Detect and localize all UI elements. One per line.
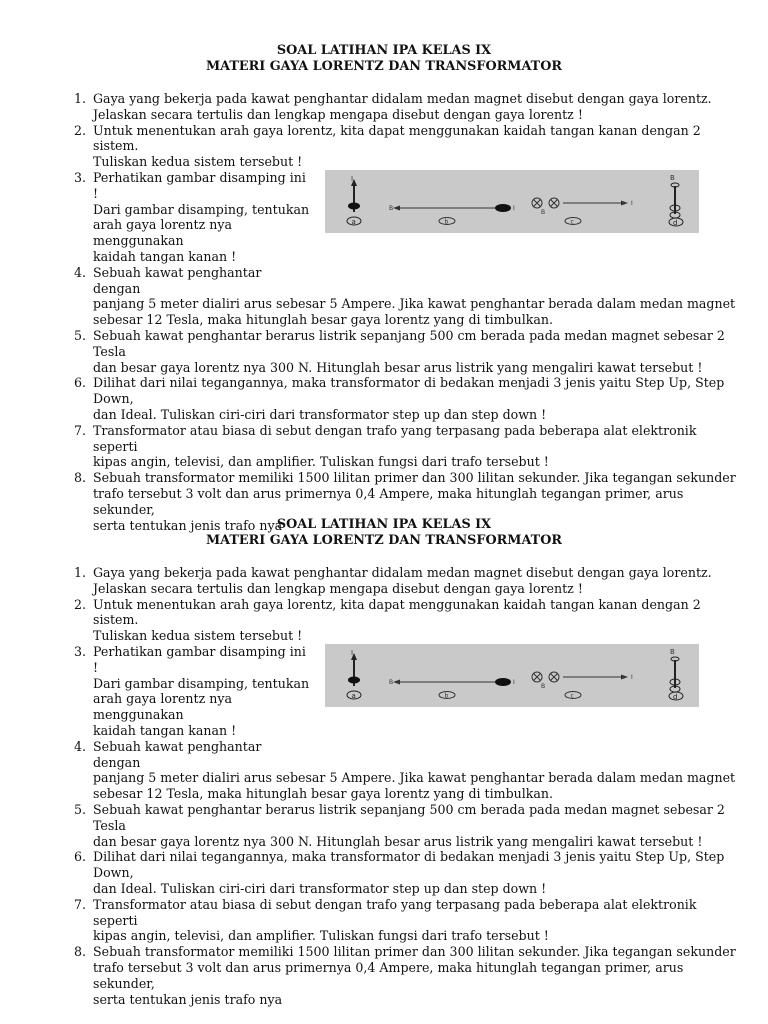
wire-d-field-label: B [670, 173, 675, 182]
question-number: 3. [73, 169, 86, 185]
question-line: Tuliskan kedua sistem tersebut ! [93, 628, 303, 644]
wire-b-current-label: I [513, 678, 515, 686]
question-line: Dilihat dari nilai tegangannya, maka transformator di bedakan menjadi 3 jenis yaitu Step Up, Step Down, [93, 375, 725, 407]
question-line: Sebuah kawat penghantar dengan [93, 738, 262, 770]
question-2 [62, 597, 738, 644]
question-line: Gaya yang bekerja pada kawat penghantar didalam medan magnet disebut dengan gaya lorentz. [93, 565, 712, 580]
question-1 [62, 565, 738, 597]
label-c: c [570, 692, 574, 700]
question-number: 2. [73, 596, 86, 612]
wire-a-base [348, 202, 360, 209]
wire-b-field-label: B [389, 678, 394, 686]
question-line: sebesar 12 Tesla, maka hitunglah besar gaya lorentz yang di timbulkan. [93, 786, 554, 802]
wire-c-current-label: I [631, 199, 633, 207]
label-d: d [673, 692, 678, 701]
question-line: dan Ideal. Tuliskan ciri-ciri dari transformator step up dan step down ! [93, 880, 547, 896]
question-number: 3. [73, 643, 86, 659]
question-line: kaidah tangan kanan ! [93, 722, 237, 738]
question-4 [62, 265, 738, 328]
wire-a-current-label: I [351, 648, 354, 657]
question-8 [62, 944, 738, 1007]
question-line: kipas angin, televisi, dan amplifier. Tuliskan fungsi dari trafo tersebut ! [93, 928, 549, 944]
question-7 [62, 423, 738, 470]
label-b: b [444, 218, 449, 226]
wire-c-arrow [621, 674, 628, 679]
question-line: Sebuah kawat penghantar berarus listrik sepanjang 500 cm berada pada medan magnet sebesar 2 Tesla [93, 327, 725, 359]
worksheet-title: SOAL LATIHAN IPA KELAS IX [276, 43, 492, 58]
wire-b-arrow [393, 205, 400, 210]
worksheet-subtitle: MATERI GAYA LORENTZ DAN TRANSFORMATOR [206, 533, 562, 548]
cross-field-label: B [541, 682, 546, 690]
question-line: sebesar 12 Tesla, maka hitunglah besar gaya lorentz yang di timbulkan. [93, 312, 554, 328]
wire-a-base [348, 676, 360, 683]
worksheet-top [0, 43, 768, 533]
question-line: Dari gambar disamping, tentukan [93, 201, 310, 217]
worksheet-title: SOAL LATIHAN IPA KELAS IX [276, 517, 492, 532]
question-line: Sebuah kawat penghantar dengan [93, 264, 262, 296]
wire-b-conductor [495, 678, 511, 686]
question-line: Sebuah transformator memiliki 1500 lilitan primer dan 300 lilitan sekunder. Jika tegangan sekunder [93, 470, 736, 486]
figure-drawing [325, 644, 699, 707]
question-number: 7. [73, 896, 86, 912]
question-3 [62, 170, 738, 265]
question-number: 8. [73, 470, 86, 486]
label-b: b [444, 692, 449, 700]
question-number: 7. [73, 422, 86, 438]
question-4 [62, 739, 738, 802]
question-3 [62, 644, 738, 739]
question-number: 1. [73, 565, 86, 580]
question-line: Transformator atau biasa di sebut dengan trafo yang terpasang pada beberapa alat elektronik seperti [93, 896, 697, 928]
question-line: Perhatikan gambar disamping ini ! [93, 643, 306, 675]
question-line: arah gaya lorentz nya menggunakan [93, 217, 232, 249]
question-line: dan Ideal. Tuliskan ciri-ciri dari transformator step up dan step down ! [93, 406, 547, 422]
question-line: arah gaya lorentz nya menggunakan [93, 691, 232, 723]
wire-c-current-label: I [631, 673, 633, 681]
question-5 [62, 328, 738, 375]
question-line: Sebuah kawat penghantar berarus listrik sepanjang 500 cm berada pada medan magnet sebesar 2 Tesla [93, 801, 725, 833]
worksheet-bottom [0, 517, 768, 1007]
question-line: panjang 5 meter dialiri arus sebesar 5 Ampere. Jika kawat penghantar berada dalam medan magnet [93, 770, 736, 786]
question-line: Gaya yang bekerja pada kawat penghantar didalam medan magnet disebut dengan gaya lorentz. [93, 91, 712, 106]
question-line: kaidah tangan kanan ! [93, 248, 237, 264]
worksheet-subtitle: MATERI GAYA LORENTZ DAN TRANSFORMATOR [206, 59, 562, 74]
label-d: d [673, 218, 678, 227]
question-line: trafo tersebut 3 volt dan arus primernya 0,4 Ampere, maka hitunglah tegangan primer, arus sekunder, [93, 485, 684, 517]
question-line: Sebuah transformator memiliki 1500 lilitan primer dan 300 lilitan sekunder. Jika tegangan sekunder [93, 944, 736, 960]
question-line: Perhatikan gambar disamping ini ! [93, 169, 306, 201]
question-number: 5. [73, 801, 86, 817]
question-line: Untuk menentukan arah gaya lorentz, kita dapat menggunakan kaidah tangan kanan dengan 2 sistem. [93, 122, 701, 154]
label-c: c [570, 218, 574, 226]
question-list [62, 91, 738, 533]
question-1 [62, 91, 738, 123]
question-line: dan besar gaya lorentz nya 300 N. Hitunglah besar arus listrik yang mengaliri kawat tersebut ! [93, 359, 703, 375]
wire-d-field-label: B [670, 647, 675, 656]
question-list [62, 565, 738, 1007]
question-6 [62, 375, 738, 422]
question-2 [62, 123, 738, 170]
question-line: Tuliskan kedua sistem tersebut ! [93, 154, 303, 170]
question-line: Transformator atau biasa di sebut dengan trafo yang terpasang pada beberapa alat elektronik seperti [93, 422, 697, 454]
lorentz-force-figure [325, 644, 699, 707]
lorentz-force-figure [325, 170, 699, 233]
question-line: kipas angin, televisi, dan amplifier. Tuliskan fungsi dari trafo tersebut ! [93, 454, 549, 470]
wire-c-arrow [621, 200, 628, 205]
question-line: Dilihat dari nilai tegangannya, maka transformator di bedakan menjadi 3 jenis yaitu Step Up, Step Down, [93, 849, 725, 881]
question-number: 4. [73, 738, 86, 754]
figure-drawing [325, 170, 699, 233]
question-line: Untuk menentukan arah gaya lorentz, kita dapat menggunakan kaidah tangan kanan dengan 2 sistem. [93, 596, 701, 628]
question-number: 6. [73, 849, 86, 865]
wire-a-current-label: I [351, 174, 354, 183]
question-line: Jelaskan secara tertulis dan lengkap mengapa disebut dengan gaya lorentz ! [93, 106, 583, 122]
wire-b-arrow [393, 679, 400, 684]
label-a: a [351, 691, 356, 700]
label-a: a [351, 217, 356, 226]
question-number: 5. [73, 327, 86, 343]
question-number: 6. [73, 375, 86, 391]
wire-b-current-label: I [513, 204, 515, 212]
question-line: trafo tersebut 3 volt dan arus primernya 0,4 Ampere, maka hitunglah tegangan primer, arus sekunder, [93, 959, 684, 991]
question-line: Jelaskan secara tertulis dan lengkap mengapa disebut dengan gaya lorentz ! [93, 580, 583, 596]
question-line: panjang 5 meter dialiri arus sebesar 5 Ampere. Jika kawat penghantar berada dalam medan magnet [93, 296, 736, 312]
wire-b-conductor [495, 204, 511, 212]
question-number: 8. [73, 944, 86, 960]
question-number: 1. [73, 91, 86, 106]
cross-field-label: B [541, 208, 546, 216]
question-line: serta tentukan jenis trafo nya [93, 517, 283, 533]
question-7 [62, 897, 738, 944]
question-number: 4. [73, 264, 86, 280]
question-6 [62, 849, 738, 896]
question-number: 2. [73, 122, 86, 138]
wire-b-field-label: B [389, 204, 394, 212]
question-line: serta tentukan jenis trafo nya [93, 991, 283, 1007]
question-line: dan besar gaya lorentz nya 300 N. Hitunglah besar arus listrik yang mengaliri kawat tersebut ! [93, 833, 703, 849]
question-5 [62, 802, 738, 849]
question-line: Dari gambar disamping, tentukan [93, 675, 310, 691]
